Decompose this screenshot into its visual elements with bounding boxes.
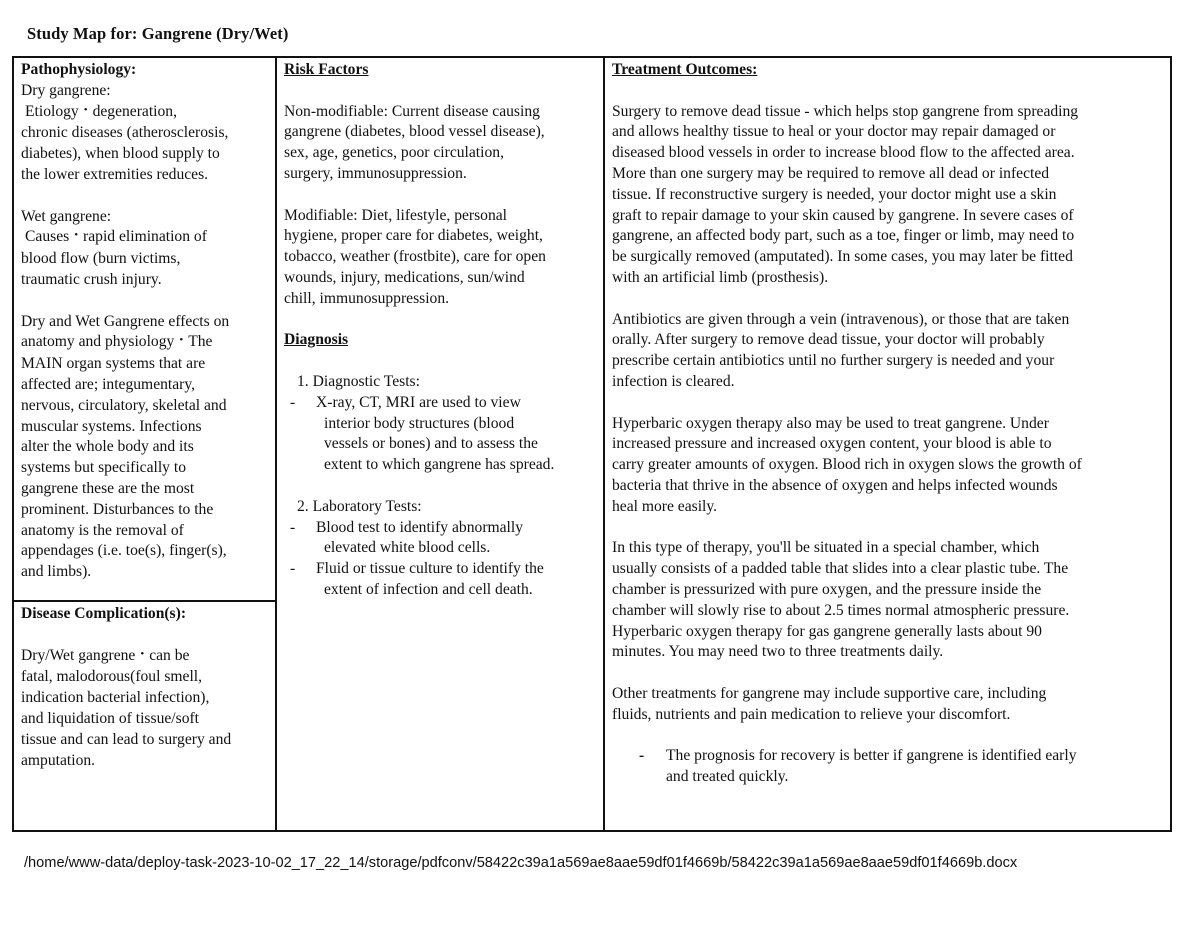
text-line: be surgically removed (amputated). In some cases, you may later be fitted: [612, 248, 1073, 266]
diagnostic-tests-list: [284, 393, 596, 476]
treatment-cell: [605, 58, 1170, 830]
wet-causes-lines: [21, 249, 268, 291]
dash-marker: -: [290, 560, 296, 578]
text-line: orally. After surgery to remove dead tissue, your doctor will probably: [612, 331, 1045, 349]
text-line: amputation.: [21, 751, 96, 769]
text-line: fatal, malodorous(foul smell,: [21, 668, 203, 686]
bullet-dash: -: [639, 747, 645, 765]
text-line: muscular systems. Infections: [21, 417, 202, 435]
text-line: Other treatments for gangrene may include supportive care, including: [612, 684, 1047, 702]
text-line: indication bacterial infection),: [21, 689, 210, 707]
laboratory-tests-label: 2. Laboratory Tests:: [297, 497, 422, 515]
study-map-table: [12, 56, 1172, 832]
column-pathophysiology: [14, 58, 277, 830]
arrow-icon: •: [74, 229, 79, 242]
wet-causes-line: [21, 227, 268, 249]
text-line: anatomy is the removal of: [21, 521, 184, 539]
page-title: Study Map for: Gangrene (Dry/Wet): [27, 24, 289, 43]
dry-etiology-text-2: degeneration,: [92, 102, 178, 120]
text-line: fluids, nutrients and pain medication to relieve your discomfort.: [612, 705, 1011, 723]
list-item-text: extent of infection and cell death.: [324, 580, 533, 598]
text-line: diseased blood vessels in order to increase blood flow to the affected area.: [612, 144, 1075, 162]
text-line: Non-modifiable: Current disease causing: [284, 102, 540, 120]
non-modifiable-paragraph: [284, 102, 596, 185]
text-line: tissue. If reconstructive surgery is needed, your doctor might use a skin: [612, 185, 1057, 203]
text-line: alter the whole body and its: [21, 438, 194, 456]
text-line: The prognosis for recovery is better if gangrene is identified early: [666, 747, 1077, 765]
dry-etiology-lines: [21, 123, 268, 185]
list-item-text: extent to which gangrene has spread.: [324, 456, 555, 474]
treatment-paragraph-antibiotics: [612, 310, 1163, 393]
list-item: [284, 393, 596, 476]
text-line: gangrene these are the most: [21, 479, 195, 497]
treatment-paragraph-surgery: [612, 102, 1163, 289]
diagnosis-heading: Diagnosis: [284, 331, 349, 349]
dry-gangrene-label: Dry gangrene:: [21, 81, 111, 99]
text-line: the lower extremities reduces.: [21, 165, 209, 183]
pathophysiology-cell: [14, 58, 275, 602]
text-line: appendages (i.e. toe(s), finger(s),: [21, 542, 227, 560]
text-line: graft to repair damage to your skin caused by gangrene. In severe cases of: [612, 206, 1074, 224]
text-line: Surgery to remove dead tissue - which helps stop gangrene from spreading: [612, 102, 1079, 120]
text-line: surgery, immunosuppression.: [284, 164, 467, 182]
list-item-text: interior body structures (blood: [324, 414, 515, 432]
effects-text-2: The: [188, 333, 213, 351]
complications-cell: [14, 602, 275, 830]
text-line: hygiene, proper care for diabetes, weight,: [284, 227, 543, 245]
risk-diagnosis-cell: [277, 58, 603, 830]
text-line: tobacco, weather (frostbite), care for open: [284, 248, 546, 266]
text-line: Antibiotics are given through a vein (intravenous), or those that are taken: [612, 310, 1070, 328]
text-line: carry greater amounts of oxygen. Blood rich in oxygen slows the growth of: [612, 456, 1082, 474]
list-item-text: vessels or bones) and to assess the: [324, 435, 538, 453]
text-line: bacteria that thrive in the absence of oxygen and helps infected wounds: [612, 476, 1058, 494]
effects-lines: [21, 354, 268, 583]
text-line: prominent. Disturbances to the: [21, 500, 214, 518]
arrow-icon: •: [179, 334, 184, 347]
dash-marker: -: [290, 518, 296, 536]
text-line: chill, immunosuppression.: [284, 289, 450, 307]
list-item-text: Blood test to identify abnormally: [316, 518, 524, 536]
dash-marker: -: [290, 393, 296, 411]
text-line: chronic diseases (atherosclerosis,: [21, 124, 229, 142]
text-line: infection is cleared.: [612, 372, 735, 390]
dry-etiology-line: [21, 102, 268, 124]
complications-text: Dry/Wet gangrene: [21, 646, 136, 664]
wet-causes-text: Causes: [25, 228, 70, 246]
effects-text: anatomy and physiology: [21, 333, 175, 351]
text-line: traumatic crush injury.: [21, 270, 162, 288]
treatment-paragraph-chamber: [612, 538, 1163, 663]
text-line: minutes. You may need two to three treatments daily.: [612, 643, 944, 661]
text-line: and treated quickly.: [666, 768, 789, 786]
complications-text-2: can be: [149, 646, 190, 664]
list-item: [284, 518, 596, 560]
column-treatment: [605, 58, 1170, 830]
treatment-heading: Treatment Outcomes:: [612, 61, 758, 78]
prognosis-text: [666, 746, 1077, 788]
list-item-text: X-ray, CT, MRI are used to view: [316, 393, 521, 411]
text-line: heal more easily.: [612, 497, 718, 515]
text-line: gangrene (diabetes, blood vessel disease),: [284, 123, 545, 141]
text-line: affected are; integumentary,: [21, 375, 196, 393]
text-line: and limbs).: [21, 563, 92, 581]
risk-factors-heading: Risk Factors: [284, 61, 369, 78]
text-line: systems but specifically to: [21, 459, 187, 477]
text-line: sex, age, genetics, poor circulation,: [284, 144, 504, 162]
text-line: MAIN organ systems that are: [21, 355, 206, 373]
text-line: prescribe certain antibiotics until no further surgery is needed and your: [612, 352, 1055, 370]
text-line: Hyperbaric oxygen therapy for gas gangrene generally lasts about 90: [612, 622, 1042, 640]
text-line: and allows healthy tissue to heal or your doctor may repair damaged or: [612, 123, 1056, 141]
list-item-text: Fluid or tissue culture to identify the: [316, 560, 544, 578]
text-line: Modifiable: Diet, lifestyle, personal: [284, 206, 508, 224]
complications-heading: Disease Complication(s):: [21, 605, 187, 622]
arrow-icon: •: [140, 647, 145, 660]
column-risk-diagnosis: [277, 58, 605, 830]
text-line: gangrene, an affected body part, such as a toe, finger or limb, may need to: [612, 227, 1075, 245]
text-line: Hyperbaric oxygen therapy also may be used to treat gangrene. Under: [612, 414, 1049, 432]
pathophysiology-heading: Pathophysiology:: [21, 61, 137, 78]
treatment-paragraph-other: [612, 684, 1163, 726]
text-line: usually consists of a padded table that slides into a clear plastic tube. The: [612, 560, 1069, 578]
treatment-paragraph-hyperbaric: [612, 414, 1163, 518]
wet-causes-text-2: rapid elimination of: [83, 228, 207, 246]
text-line: In this type of therapy, you'll be situated in a special chamber, which: [612, 539, 1040, 557]
text-line: tissue and can lead to surgery and: [21, 730, 232, 748]
wet-gangrene-label: Wet gangrene:: [21, 207, 112, 225]
text-line: wounds, injury, medications, sun/wind: [284, 268, 525, 286]
text-line: nervous, circulatory, skeletal and: [21, 396, 227, 414]
list-item: [284, 559, 596, 601]
list-item-text: elevated white blood cells.: [324, 539, 491, 557]
complications-line-1: [21, 646, 268, 668]
complications-lines: [21, 667, 268, 771]
dry-etiology-text: Etiology: [25, 102, 79, 120]
text-line: increased pressure and increased oxygen content, your blood is able to: [612, 435, 1052, 453]
text-line: blood flow (burn victims,: [21, 250, 181, 268]
prognosis-bullet: [612, 746, 1163, 788]
text-line: and liquidation of tissue/soft: [21, 709, 200, 727]
file-path-footer: /home/www-data/deploy-task-2023-10-02_17_22_14/storage/pdfconv/58422c39a1a569ae8aae59df01f4669b/58422c39a1a569ae8aae59df01f4669b.docx: [24, 855, 1018, 871]
text-line: More than one surgery may be required to remove all dead or infected: [612, 164, 1050, 182]
modifiable-paragraph: [284, 206, 596, 310]
text-line: with an artificial limb (prosthesis).: [612, 268, 829, 286]
text-line: chamber is pressurized with pure oxygen, and the pressure inside the: [612, 580, 1042, 598]
effects-line-1: Dry and Wet Gangrene effects on: [21, 312, 230, 330]
text-line: diabetes), when blood supply to: [21, 145, 220, 163]
laboratory-tests-list: [284, 518, 596, 601]
arrow-icon: •: [83, 103, 88, 116]
diagnostic-tests-label: 1. Diagnostic Tests:: [297, 372, 420, 390]
effects-line-2: [21, 332, 268, 354]
text-line: chamber will slowly rise to about 2.5 times normal atmospheric pressure.: [612, 601, 1070, 619]
